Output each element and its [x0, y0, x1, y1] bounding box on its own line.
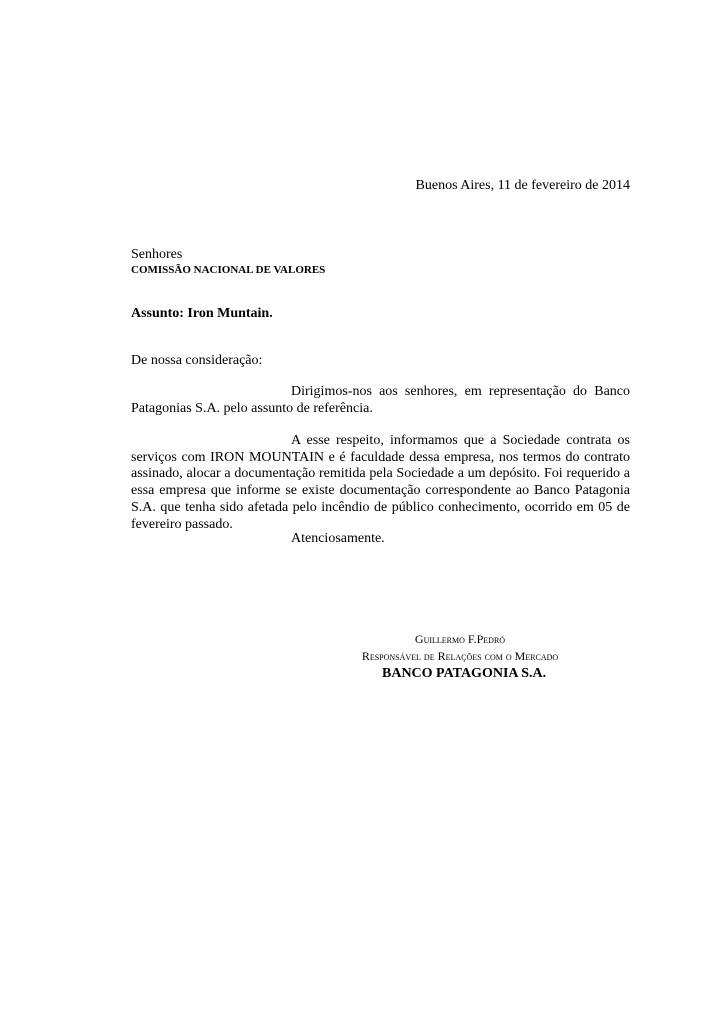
body-paragraph-1: Dirigimos-nos aos senhores, em representação do Banco Patagonias S.A. pelo assunto de referência.: [131, 384, 630, 416]
signature-block: [330, 631, 590, 683]
signatory-name: Guillermo F.Pedró: [414, 632, 506, 646]
body-paragraph-2: A esse respeito, informamos que a Sociedade contrata os serviços com IRON MOUNTAIN e é faculdade dessa empresa, nos termos do contrato assinado, alocar a documentação remitida pela Sociedade a um depósito. Foi requerido a essa empresa que informe se existe documentação correspondente ao Banco Patagonia S.A. que tenha sido afetada pelo incêndio de público conhecimento, ocorrido em 05 de fevereiro passado.: [131, 433, 630, 532]
closing: Atenciosamente.: [291, 531, 385, 546]
recipient-organization: COMISSÃO NACIONAL DE VALORES: [131, 264, 326, 276]
subject-line: Assunto: Iron Muntain.: [131, 306, 273, 321]
recipient-salutation: Senhores: [131, 247, 183, 262]
recipient-block: [131, 247, 325, 277]
greeting: De nossa consideração:: [131, 353, 263, 368]
signatory-title: Responsável de Relações com o Mercado: [361, 649, 559, 663]
date-line: Buenos Aires, 11 de fevereiro de 2014: [415, 178, 630, 193]
signatory-company: BANCO PATAGONIA S.A.: [382, 666, 547, 681]
